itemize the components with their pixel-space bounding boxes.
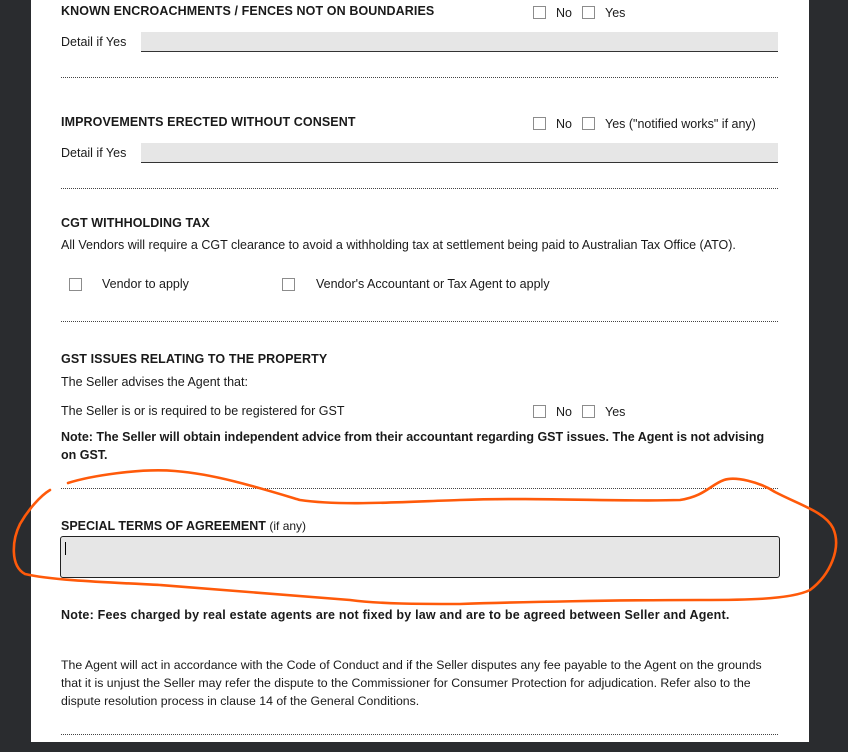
gst-advises-text: The Seller advises the Agent that: (61, 375, 248, 389)
special-terms-input[interactable] (60, 536, 780, 578)
fees-body: The Agent will act in accordance with the Code of Conduct and if the Seller disputes any fee payable to the Agent on the grounds that it is unjust the Seller may refer the dispute to the Commissioner for Consumer Protection for adjudication. Refer also to the dispute resolution process in clause 14 of the General Conditions. (61, 658, 762, 708)
cgt-accountant-checkbox[interactable] (282, 278, 295, 291)
improvements-yes-label: Yes ("notified works" if any) (605, 117, 756, 131)
divider (61, 488, 778, 489)
improvements-heading: IMPROVEMENTS ERECTED WITHOUT CONSENT (61, 115, 356, 129)
divider (61, 77, 778, 78)
gst-no-label: No (556, 405, 572, 419)
special-terms-suffix: (if any) (269, 519, 307, 533)
divider (61, 734, 778, 735)
cgt-heading: CGT WITHHOLDING TAX (61, 216, 210, 230)
encroachments-yes-checkbox[interactable] (582, 6, 595, 19)
cgt-accountant-label: Vendor's Accountant or Tax Agent to apply (316, 277, 550, 291)
cgt-vendor-label: Vendor to apply (102, 277, 189, 291)
gst-note: Note: The Seller will obtain independent advice from their accountant regarding GST issues. The Agent is not advising on GST. (61, 430, 765, 462)
improvements-no-label: No (556, 117, 572, 131)
document-page (31, 0, 809, 742)
gst-yes-label: Yes (605, 405, 626, 419)
improvements-detail-field[interactable] (141, 143, 778, 163)
fees-note: Note: Fees charged by real estate agents are not fixed by law and are to be agreed between Seller and Agent. (61, 608, 730, 622)
encroachments-yes-label: Yes (605, 6, 626, 20)
gst-no-checkbox[interactable] (533, 405, 546, 418)
divider (61, 321, 778, 322)
cgt-vendor-checkbox[interactable] (69, 278, 82, 291)
encroachments-no-checkbox[interactable] (533, 6, 546, 19)
special-terms-heading (61, 519, 306, 533)
improvements-no-checkbox[interactable] (533, 117, 546, 130)
encroachments-detail-label: Detail if Yes (61, 35, 127, 49)
divider (61, 188, 778, 189)
gst-question-text: The Seller is or is required to be registered for GST (61, 404, 345, 418)
improvements-yes-checkbox[interactable] (582, 117, 595, 130)
improvements-detail-label: Detail if Yes (61, 146, 127, 160)
gst-heading: GST ISSUES RELATING TO THE PROPERTY (61, 352, 328, 366)
encroachments-heading: KNOWN ENCROACHMENTS / FENCES NOT ON BOUNDARIES (61, 4, 435, 18)
cgt-body: All Vendors will require a CGT clearance to avoid a withholding tax at settlement being paid to Australian Tax Office (ATO). (61, 238, 736, 252)
encroachments-no-label: No (556, 6, 572, 20)
gst-yes-checkbox[interactable] (582, 405, 595, 418)
text-caret (65, 542, 66, 555)
encroachments-detail-field[interactable] (141, 32, 778, 52)
special-terms-title: SPECIAL TERMS OF AGREEMENT (61, 519, 266, 533)
